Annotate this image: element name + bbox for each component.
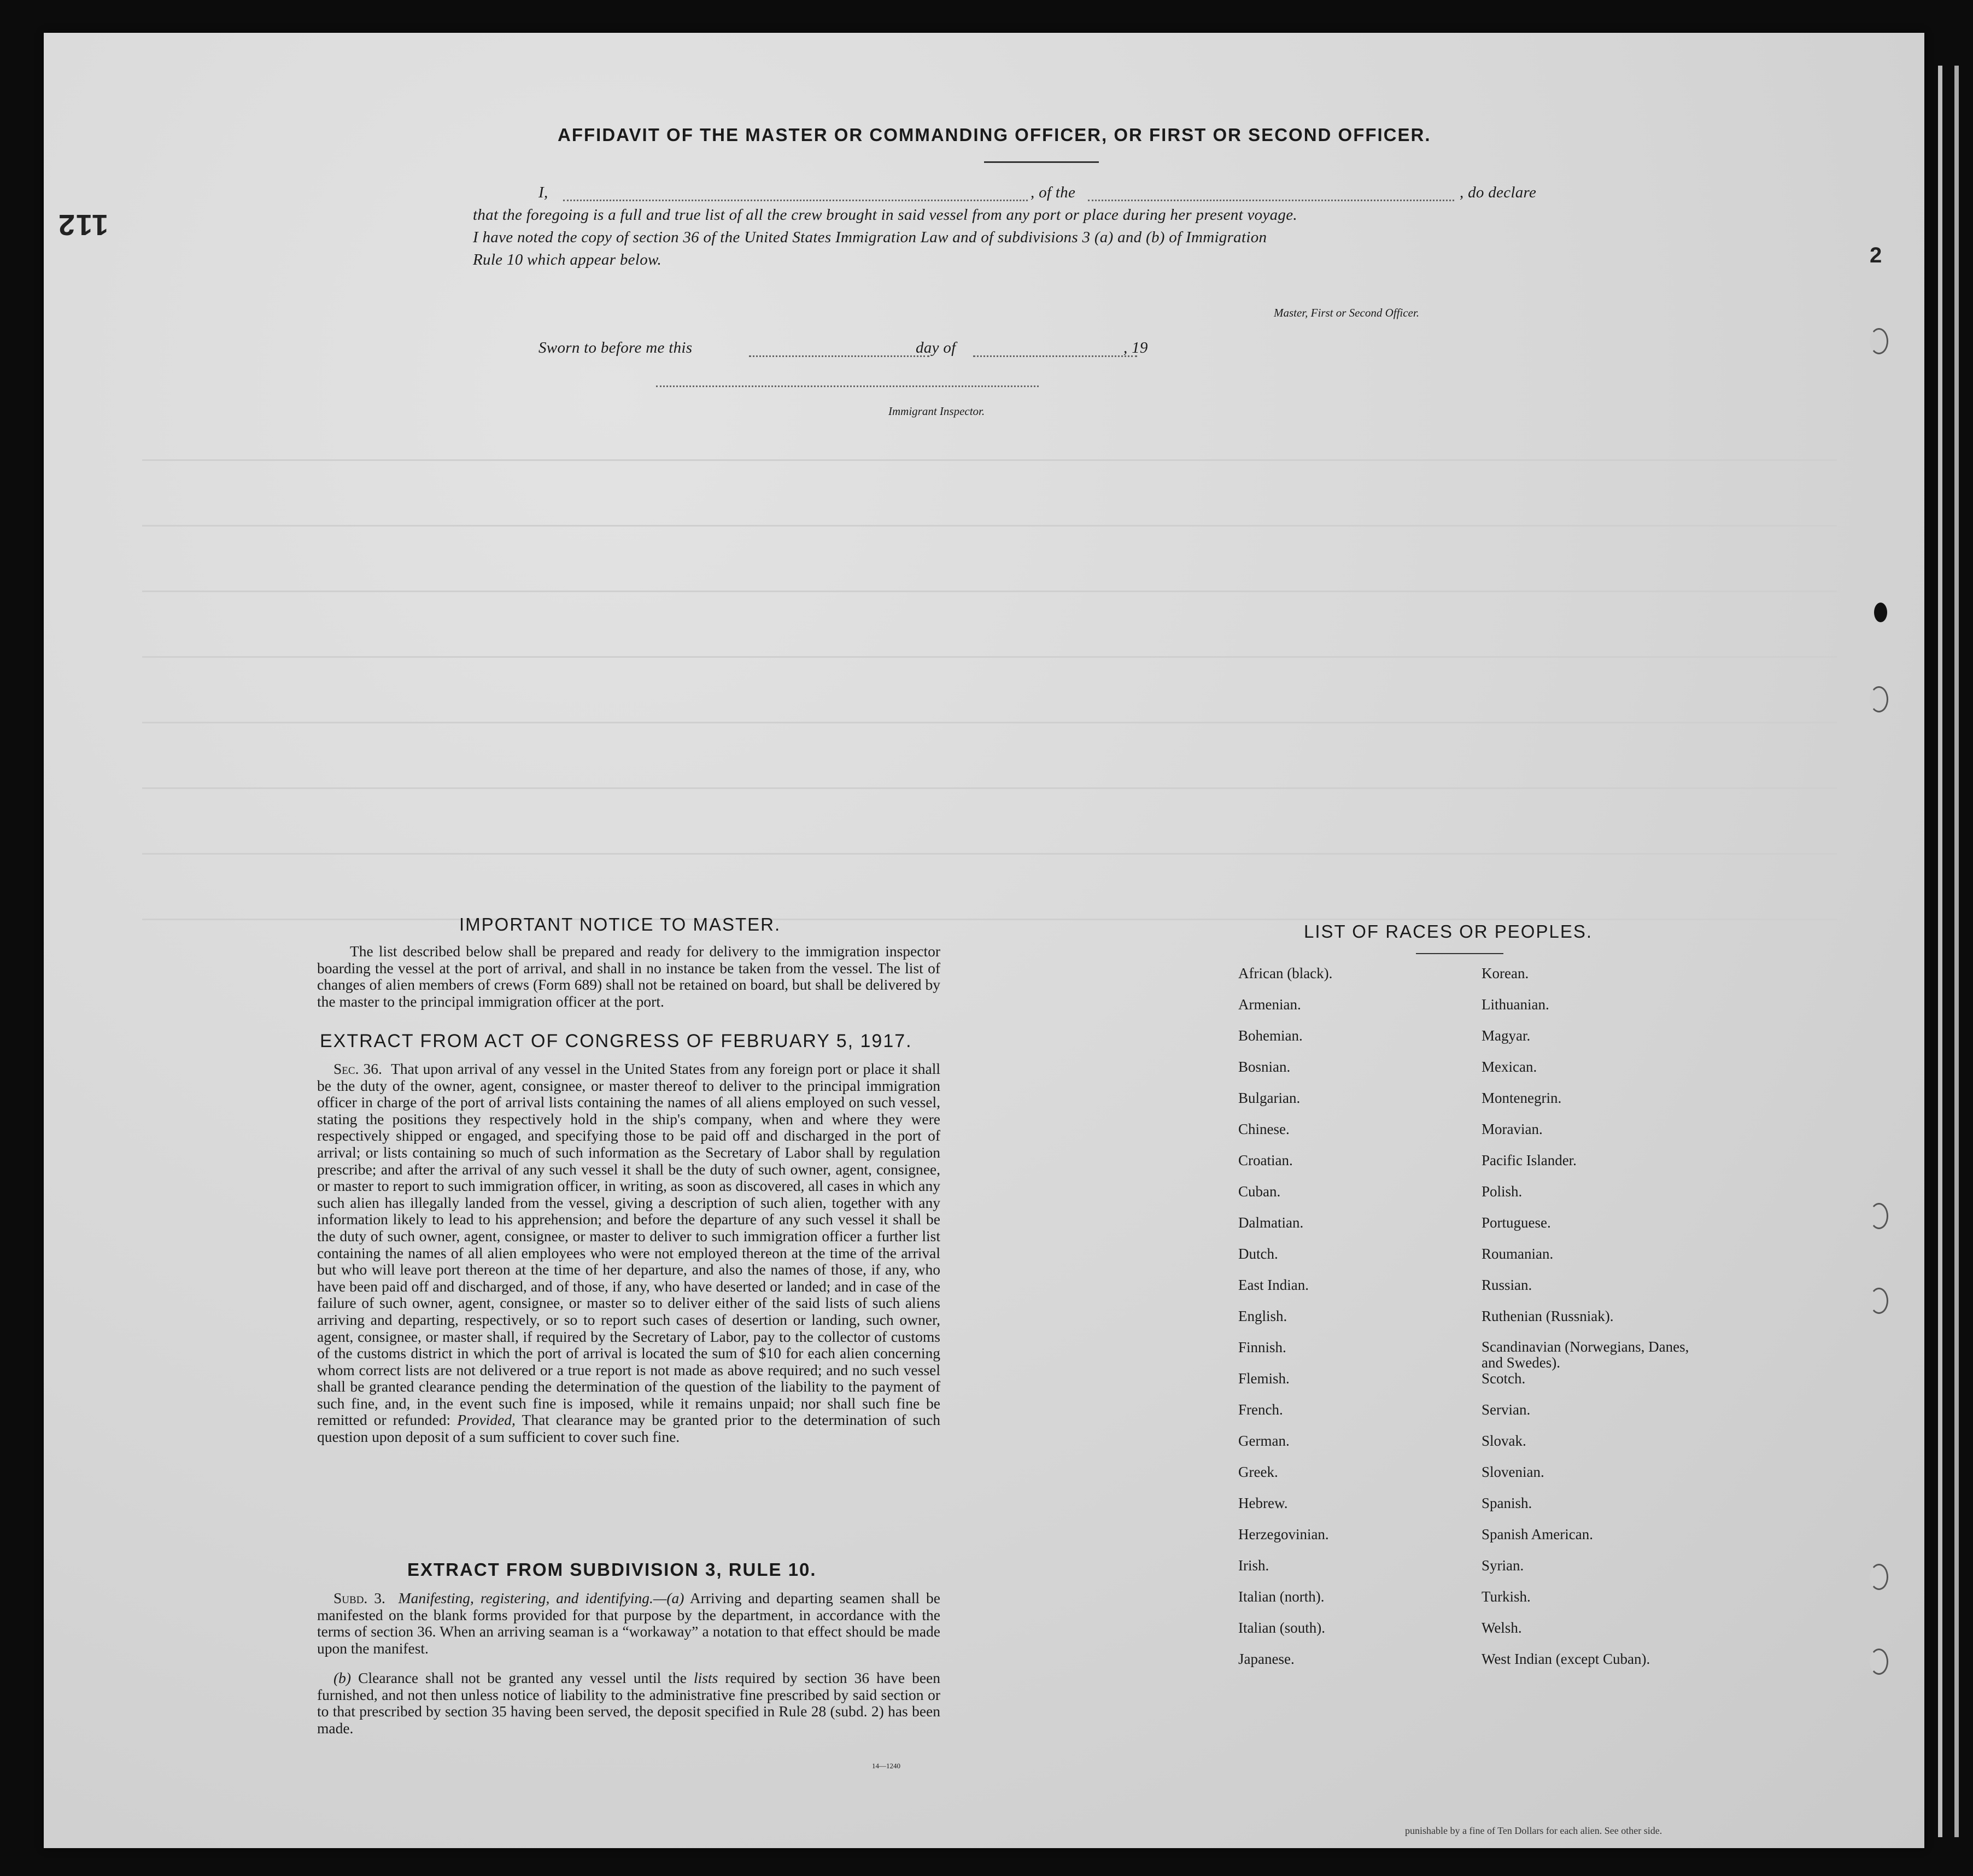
race-item: Flemish. [1238, 1370, 1290, 1387]
affidavit-of-the: , of the [1031, 184, 1076, 201]
binder-hole [1870, 1564, 1888, 1590]
affidavit-line-3: I have noted the copy of section 36 of the United States Immigration Law and of subdivisions 3 (a) and (b) of Immigration [473, 229, 1267, 246]
races-list-left [1238, 965, 1332, 1682]
race-item: Montenegrin. [1482, 1090, 1562, 1106]
race-item: Bohemian. [1238, 1027, 1303, 1044]
race-item: Roumanian. [1482, 1246, 1554, 1262]
bleed-through-rule [142, 591, 1837, 592]
act-text-end: That clearance may be granted prior to the determination of such question upon deposit of a sum sufficient to cover such fine. [317, 1411, 940, 1446]
binder-hole [1870, 1649, 1888, 1675]
race-item: Armenian. [1238, 996, 1301, 1013]
race-item: Mexican. [1482, 1059, 1537, 1075]
sworn-year: , 19 [1123, 339, 1148, 357]
bleed-through-rule [142, 722, 1837, 723]
races-heading: LIST OF RACES OR PEOPLES. [1304, 921, 1593, 942]
provided-word: Provided, [457, 1411, 516, 1429]
race-item: Slovak. [1482, 1433, 1526, 1449]
race-item: Finnish. [1238, 1339, 1286, 1355]
rule-heading: EXTRACT FROM SUBDIVISION 3, RULE 10. [407, 1559, 817, 1580]
race-item: Portuguese. [1482, 1214, 1551, 1231]
affidavit-line-4: Rule 10 which appear below. [473, 251, 662, 268]
bleed-through-rule [142, 459, 1837, 461]
race-item: Korean. [1482, 965, 1529, 981]
race-item: Scotch. [1482, 1370, 1526, 1387]
manifest-page [44, 33, 1924, 1848]
binder-hole [1870, 686, 1888, 712]
bleed-through-rule [142, 853, 1837, 855]
bleed-through-rule [142, 919, 1837, 920]
rule-text-b2: required by section 36 have been furnished, and not then unless notice of liability to the administrative fine prescribed by said section or to that prescribed by section 35 having been served, the deposit specified in Rule 28 (subd. 2) has been made. [317, 1669, 941, 1737]
name-blank[interactable] [563, 200, 1028, 201]
binder-hole [1870, 1203, 1888, 1229]
race-item: Croatian. [1238, 1152, 1293, 1168]
race-item: Scandinavian (Norwegians, Danes, and Swedes). [1482, 1339, 1689, 1371]
act-heading: EXTRACT FROM ACT OF CONGRESS OF FEBRUARY 5, 1917. [320, 1031, 912, 1051]
bleed-through-rule [142, 525, 1837, 527]
binder-hole [1874, 603, 1887, 622]
bleed-through-rule [142, 787, 1837, 789]
race-item: Spanish American. [1482, 1526, 1593, 1542]
race-item: French. [1238, 1401, 1283, 1418]
race-item: Herzegovinian. [1238, 1526, 1329, 1542]
race-item: Dutch. [1238, 1246, 1278, 1262]
month-blank[interactable] [973, 355, 1137, 357]
rule-para-a [317, 1590, 940, 1657]
race-item: Irish. [1238, 1557, 1269, 1574]
margin-number-right: 2 [1870, 243, 1883, 267]
race-item: Moravian. [1482, 1121, 1543, 1137]
race-item: Chinese. [1238, 1121, 1290, 1137]
affidavit-title: AFFIDAVIT OF THE MASTER OR COMMANDING OFFICER, OR FIRST OR SECOND OFFICER. [558, 125, 1431, 145]
lists-word: lists [694, 1669, 718, 1686]
race-item: African (black). [1238, 965, 1333, 981]
race-item: Hebrew. [1238, 1495, 1288, 1511]
race-item: Spanish. [1482, 1495, 1532, 1511]
section-label: Sec. 36. [333, 1060, 382, 1077]
race-item: English. [1238, 1308, 1287, 1324]
race-item: Syrian. [1482, 1557, 1524, 1574]
page-edge [1954, 66, 1959, 1837]
affidavit-i: I, [538, 184, 548, 201]
race-item: Ruthenian (Russniak). [1482, 1308, 1614, 1324]
page-edge [1938, 66, 1942, 1837]
sworn-prefix: Sworn to before me this [538, 339, 693, 357]
bottom-footnote: punishable by a fine of Ten Dollars for each alien. See other side. [1405, 1825, 1662, 1836]
act-text: That upon arrival of any vessel in the United States from any foreign port or place it shall be the duty of the owner, agent, consignee, or master thereof to deliver to the principal immigration officer in charge of the port of arrival lists containing the names of all aliens employed on such vessel, stating the positions they respectively hold in the ship's company, when and where they were respectively shipped or engaged, and specifying those to be paid off and discharged in the port of arrival; or lists containing so much of such information as the Secretary of Labor shall by regulation prescribe; and after the arrival of any such vessel it shall be the duty of such owner, agent, consignee, or master to report to such immigration officer, in writing, as soon as discovered, all cases in which any such alien has illegally landed from the vessel, giving a description of such alien, together with any information likely to lead to his apprehension; and before the departure of any such vessel it shall be the duty of such owner, agent, consignee, or master to deliver to such immigration officer a further list containing the names of all alien employees who were not employed thereon at the time of the arrival but who will leave port thereon at the time of her departure, and also the names of those, if any, who have been paid off and discharged, and of those, if any, who have deserted or landed; and in case of the failure of such owner, agent, consignee, or master so to deliver either of the said lists of such aliens arriving and departing, respectively, or so to report such cases of desertion or landing, such owner, agent, consignee, or master shall, if required by the Secretary of Labor, pay to the collector of customs of the customs district in which the port of arrival is located the sum of $10 for each alien concerning whom correct lists are not delivered or a true report is not made as above required; and no such vessel shall be granted clearance pending the determination of the question of the liability to the payment of such fine, and, in the event such fine is imposed, while it remains unpaid; nor shall such fine be remitted or refunded: [317, 1060, 941, 1429]
act-body [317, 1061, 940, 1446]
race-item: Cuban. [1238, 1183, 1281, 1200]
races-heading-rule [1416, 953, 1503, 954]
race-item: East Indian. [1238, 1277, 1309, 1293]
signature-label: Master, First or Second Officer. [1274, 306, 1419, 319]
race-item: Servian. [1482, 1401, 1531, 1418]
race-item: German. [1238, 1433, 1290, 1449]
races-list-right [1482, 965, 1711, 1682]
race-item: Russian. [1482, 1277, 1532, 1293]
bleed-through-rule [142, 656, 1837, 658]
race-item: Lithuanian. [1482, 996, 1549, 1013]
affidavit-line-2: that the foregoing is a full and true list of all the crew brought in said vessel from any port or place during her present voyage. [473, 206, 1297, 224]
race-item: Bulgarian. [1238, 1090, 1301, 1106]
subd-label: Subd. 3. [333, 1589, 385, 1606]
race-item: Bosnian. [1238, 1059, 1291, 1075]
race-item: Polish. [1482, 1183, 1523, 1200]
notice-heading: IMPORTANT NOTICE TO MASTER. [459, 914, 781, 934]
subd-title: Manifesting, registering, and identifying.—(a) [398, 1589, 684, 1606]
affidavit-declare: , do declare [1460, 184, 1537, 201]
day-blank[interactable] [749, 355, 929, 357]
race-item: Dalmatian. [1238, 1214, 1304, 1231]
race-item: Slovenian. [1482, 1464, 1544, 1480]
race-item: Magyar. [1482, 1027, 1531, 1044]
race-item: Italian (south). [1238, 1620, 1325, 1636]
rule-text-a: Arriving and departing seamen shall be manifested on the blank forms provided for that purpose by the department, in accordance with the terms of section 36. When an arriving seaman is a “workaway” a notation to that effect should be made upon the manifest. [317, 1589, 941, 1657]
race-item: Pacific Islander. [1482, 1152, 1577, 1168]
race-item: Greek. [1238, 1464, 1278, 1480]
inspector-signature-blank[interactable] [656, 385, 1039, 387]
race-item: Japanese. [1238, 1651, 1295, 1667]
para-b-label: (b) [333, 1669, 352, 1686]
title-underline [984, 161, 1099, 163]
form-number: 14—1240 [872, 1762, 900, 1770]
race-item: Welsh. [1482, 1620, 1522, 1636]
margin-number-left: 112 [57, 208, 109, 241]
race-item: Italian (north). [1238, 1588, 1325, 1605]
sworn-day-of: day of [916, 339, 956, 357]
rule-para-b [317, 1670, 940, 1737]
inspector-label: Immigrant Inspector. [888, 405, 985, 418]
vessel-blank[interactable] [1088, 200, 1454, 201]
race-item: West Indian (except Cuban). [1482, 1651, 1650, 1667]
binder-hole [1870, 1288, 1888, 1314]
rule-text-b1: Clearance shall not be granted any vessel until the [358, 1669, 687, 1686]
race-item: Turkish. [1482, 1588, 1531, 1605]
binder-hole [1870, 328, 1888, 354]
notice-body: The list described below shall be prepared and ready for delivery to the immigration inspector boarding the vessel at the port of arrival, and shall in no instance be taken from the vessel. The list of changes of alien members of crews (Form 689) shall not be retained on board, but shall be delivered by the master to the principal immigration officer at the port. [317, 943, 940, 1010]
